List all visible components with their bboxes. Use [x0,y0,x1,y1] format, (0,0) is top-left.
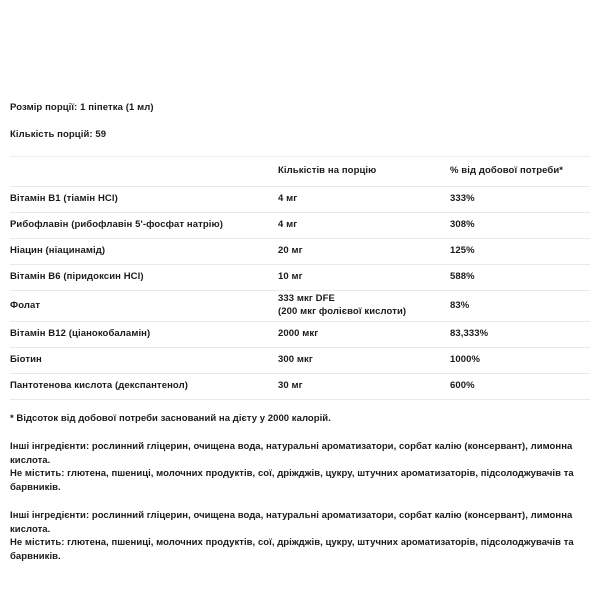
nutrient-daily-value: 333% [450,187,590,213]
daily-value-footnote: * Відсоток від добової потреби заснований на дієту у 2000 калорій. [10,413,331,424]
ingredients-group-1 [10,440,590,495]
serving-information [10,103,590,139]
column-header-amount-per-serving: Кількістів на порцію [278,157,450,187]
nutrient-amount: 4 мг [278,187,450,213]
supplement-facts-table [10,156,590,400]
nutrient-amount-main: 333 мкг DFE [278,293,335,305]
table-row [10,265,590,291]
nutrient-daily-value: 1000% [450,348,590,374]
table-body [10,187,590,400]
table-row [10,291,590,322]
nutrient-amount: 300 мкг [278,348,450,374]
column-header-daily-value: % від добової потреби* [450,157,590,187]
nutrient-name: Вітамін B12 (ціанокобаламін) [10,322,278,348]
other-ingredients-text: Інші інгредієнти: рослинний гліцерин, очищена вода, натуральні ароматизатори, сорбат калію (консервант), лимонна кислота. [10,440,573,466]
nutrient-daily-value: 83% [450,291,590,322]
table-row [10,322,590,348]
nutrient-amount: 20 мг [278,239,450,265]
nutrient-name: Рибофлавін (рибофлавін 5'-фосфат натрію) [10,213,278,239]
nutrient-amount: 4 мг [278,213,450,239]
free-from-text: Не містить: глютена, пшениці, молочних продуктів, сої, дріжджів, цукру, штучних ароматизаторів, підсолоджувачів та барвників. [10,468,574,494]
ingredients-group-2 [10,509,590,564]
serving-size-line: Розмір порції: 1 піпетка (1 мл) [10,102,154,113]
nutrient-daily-value: 308% [450,213,590,239]
nutrient-amount-sub: (200 мкг фолієвої кислоти) [278,306,407,317]
table-row [10,374,590,400]
table-header [10,157,590,187]
nutrient-name: Фолат [10,291,278,322]
nutrient-daily-value: 600% [450,374,590,400]
column-header-nutrient [10,157,278,187]
table-row [10,213,590,239]
notes-section [10,412,590,564]
servings-per-container-line: Кількість порцій: 59 [10,128,107,140]
nutrient-daily-value: 125% [450,239,590,265]
other-ingredients-text-duplicate: Інші інгредієнти: рослинний гліцерин, очищена вода, натуральні ароматизатори, сорбат калію (консервант), лимонна кислота. [10,509,573,535]
nutrient-name: Пантотенова кислота (декспантенол) [10,374,278,400]
nutrient-amount: 10 мг [278,265,450,291]
nutrient-name: Біотин [10,348,278,374]
nutrient-daily-value: 588% [450,265,590,291]
nutrient-amount: 2000 мкг [278,322,450,348]
nutrient-amount: 30 мг [278,374,450,400]
nutrient-daily-value: 83,333% [450,322,590,348]
table-row [10,187,590,213]
table-header-row [10,157,590,187]
table-row [10,348,590,374]
free-from-text-duplicate: Не містить: глютена, пшениці, молочних продуктів, сої, дріжджів, цукру, штучних ароматизаторів, підсолоджувачів та барвників. [10,537,574,563]
nutrient-name: Ніацин (ніацинамід) [10,239,278,265]
nutrient-name: Вітамін B6 (піридоксин HCl) [10,265,278,291]
nutrient-name: Вітамін B1 (тіамін HCl) [10,187,278,213]
table-row [10,239,590,265]
nutrient-amount [278,291,450,322]
